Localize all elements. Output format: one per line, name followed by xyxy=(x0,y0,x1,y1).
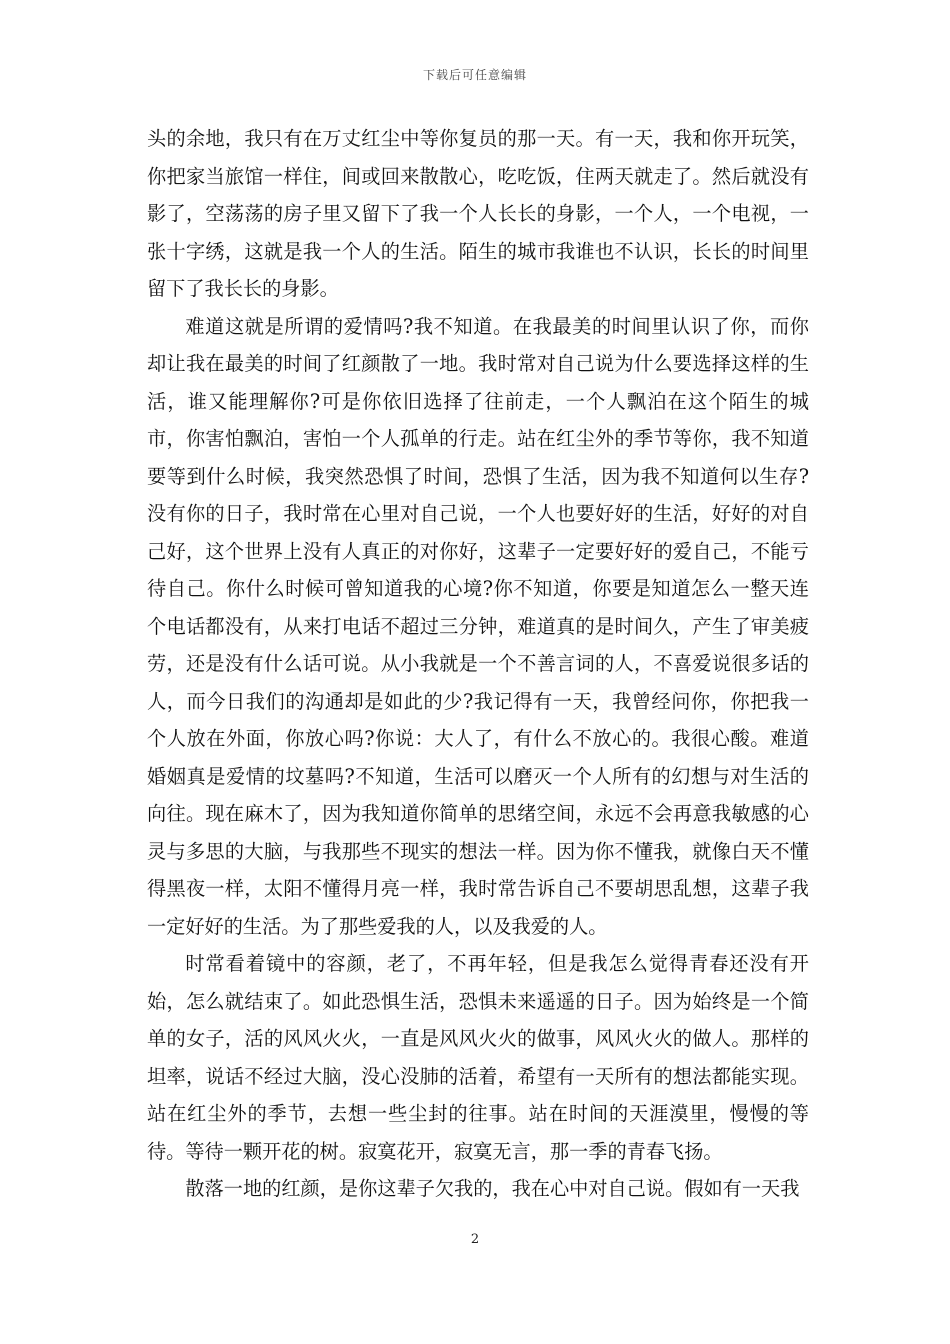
paragraph: 难道这就是所谓的爱情吗?我不知道。在我最美的时间里认识了你，而你却让我在最美的时间了红颜散了一地。我时常对自己说为什么要选择这样的生活，谁又能理解你?可是你依旧选择了往前走，一个人飘泊在这个陌生的城市，你害怕飘泊，害怕一个人孤单的行走。站在红尘外的季节等你，我不知道要等到什么时候，我突然恐惧了时间，恐惧了生活，因为我不知道何以生存?没有你的日子，我时常在心里对自己说，一个人也要好好的生活，好好的对自己好，这个世界上没有人真正的对你好，这辈子一定要好好的爱自己，不能亏待自己。你什么时候可曾知道我的心境?你不知道，你要是知道怎么一整天连个电话都没有，从来打电话不超过三分钟，难道真的是时间久，产生了审美疲劳，还是没有什么话可说。从小我就是一个不善言词的人，不喜爱说很多话的人，而今日我们的沟通却是如此的少?我记得有一天，我曾经问你，你把我一个人放在外面，你放心吗?你说：大人了，有什么不放心的。我很心酸。难道婚姻真是爱情的坟墓吗?不知道，生活可以磨灭一个人所有的幻想与对生活的向往。现在麻木了，因为我知道你简单的思绪空间，永远不会再意我敏感的心灵与多思的大脑，与我那些不现实的想法一样。因为你不懂我，就像白天不懂得黑夜一样，太阳不懂得月亮一样，我时常告诉自己不要胡思乱想，这辈子我一定好好的生活。为了那些爱我的人，以及我爱的人。 xyxy=(147,314,809,938)
page-number: 2 xyxy=(470,1232,480,1247)
paragraph: 散落一地的红颜，是你这辈子欠我的，我在心中对自己说。假如有一天我 xyxy=(185,1177,800,1200)
paragraph: 时常看着镜中的容颜，老了，不再年轻，但是我怎么觉得青春还没有开始，怎么就结束了。如此恐惧生活，恐惧未来遥遥的日子。因为始终是一个简单的女子，活的风风火火，一直是风风火火的做事，风风火火的做人。那样的坦率，说话不经过大脑，没心没肺的活着，希望有一天所有的想法都能实现。站在红尘外的季节，去想一些尘封的往事。站在时间的天涯漠里，慢慢的等待。等待一颗开花的树。寂寞花开，寂寞无言，那一季的青春飞扬。 xyxy=(147,952,809,1163)
page-header: 下载后可任意编辑 xyxy=(422,68,527,82)
document-body xyxy=(147,120,809,1208)
paragraph: 头的余地，我只有在万丈红尘中等你复员的那一天。有一天，我和你开玩笑，你把家当旅馆一样住，间或回来散散心，吃吃饭，住两天就走了。然后就没有影了，空荡荡的房子里又留下了我一个人长长的身影，一个人，一个电视，一张十字绣，这就是我一个人的生活。陌生的城市我谁也不认识，长长的时间里留下了我长长的身影。 xyxy=(147,127,809,300)
